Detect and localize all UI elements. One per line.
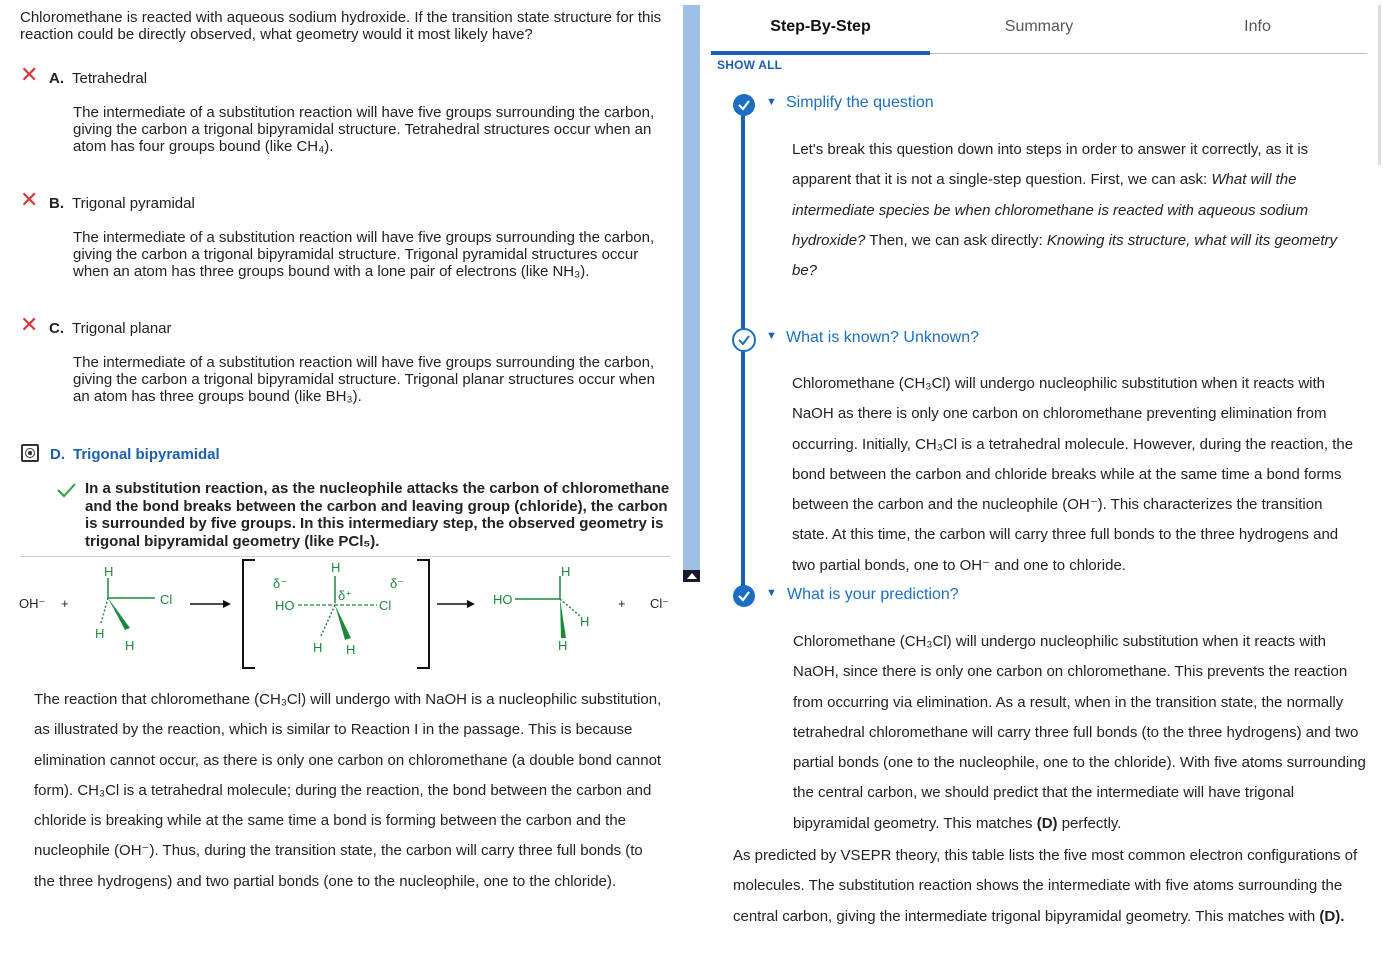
tab-info[interactable]: Info: [1244, 18, 1271, 35]
step-title[interactable]: What is known? Unknown?: [786, 329, 979, 346]
ho-label: HO: [493, 592, 513, 607]
step-title[interactable]: Simplify the question: [786, 94, 934, 111]
summary-text: As predicted by VSEPR theory, this table lists the five most common electron configurations of molecules. The substitution reaction shows the intermediate with five atoms surrounding the central carbon, giving the intermediate trigonal bipyramidal geometry. This matches with: [733, 847, 1358, 925]
delta-minus: δ⁻: [390, 576, 405, 591]
check-circle-icon: [733, 585, 755, 607]
step-text: [793, 627, 1368, 839]
option-letter: B.: [49, 195, 64, 212]
oh-minus-label: OH⁻: [19, 596, 46, 611]
h-label: H: [125, 638, 135, 653]
delta-minus: δ⁻: [273, 576, 288, 591]
option-letter: A.: [49, 70, 64, 87]
step-text-italic: What will the intermediate species be when chloromethane is reacted with aqueous sodium hydroxide?: [792, 171, 1309, 249]
selected-radio-icon[interactable]: [21, 444, 39, 462]
option-label: Trigonal bipyramidal: [73, 446, 220, 463]
left-explanation-paragraph: The reaction that chloromethane (CH₃Cl) will undergo with NaOH is a nucleophilic substitution, as illustrated by the reaction, which is similar to Reaction I in the passage. This is because elimination cannot occur, as there is only one carbon on chloromethane (a double bond cannot form). CH₃Cl is a tetrahedral molecule; during the reaction, the bond between the carbon and chloride is breaking while at the same time a bond is forming between the carbon and the nucleophile (OH⁻). Thus, during the transition state, the carbon will carry three full bonds (to the three hydrogens) and two partial bonds (one to the nucleophile, one to the chloride).: [34, 691, 662, 890]
option-a[interactable]: [49, 70, 147, 87]
show-all-link[interactable]: SHOW ALL: [717, 58, 783, 72]
reaction-scheme: [15, 558, 675, 673]
caret-down-icon[interactable]: ▼: [766, 96, 777, 108]
option-b-explanation: The intermediate of a substitution reaction will have five groups surrounding the carbon, giving the carbon a trigonal bipyramidal structure. Trigonal pyramidal structures occur when an atom has three groups bound with a lone pair of electrons (like NH₃).: [73, 229, 655, 280]
h-label: H: [561, 564, 571, 579]
option-d[interactable]: [50, 446, 220, 463]
scrollbar-thumb[interactable]: [683, 5, 700, 575]
h-label: H: [313, 640, 323, 655]
tab-divider: [930, 53, 1367, 54]
step-text-plain: perfectly.: [1057, 814, 1122, 832]
check-circle-icon: [733, 94, 755, 116]
h-label: H: [95, 626, 105, 641]
wrong-x-icon: ✕: [20, 62, 39, 87]
option-label: Trigonal pyramidal: [72, 195, 195, 212]
active-tab-indicator: [711, 51, 930, 55]
option-letter: C.: [49, 320, 64, 337]
step-text: [792, 135, 1352, 286]
step-text: Chloromethane (CH₃Cl) will undergo nucleophilic substitution when it reacts with NaOH as there is only one carbon on chloromethane preventing elimination from occurring. Initially, CH₃Cl is a tetrahedral molecule. However, during the reaction, the bond between the carbon and chloride breaks while at the same time a bond forms between the carbon and the nucleophile (OH⁻). This characterizes the transition state. At this time, the carbon will carry three full bonds to the three hydrogens and two partial bonds, one to OH⁻ and one to chloride.: [792, 375, 1354, 574]
step-text-italic: Knowing its structure, what will its geometry be?: [792, 231, 1337, 280]
step-title[interactable]: What is your prediction?: [787, 586, 959, 603]
step-text-plain: Chloromethane (CH₃Cl) will undergo nucleophilic substitution when it reacts with NaOH, since there is only one carbon on chloromethane. This prevents the reaction from occurring via elimination. As a result, when in the transition state, the normally tetrahedral chloromethane will carry three full bonds (to the three hydrogens) and two partial bonds (one to the nucleophile, one to the chloride). With five atoms surrounding the central carbon, we should predict that the intermediate will have trigonal bipyramidal geometry. This matches: [793, 633, 1366, 832]
option-b[interactable]: [49, 195, 195, 212]
scroll-up-button[interactable]: [683, 570, 700, 582]
option-c-explanation: The intermediate of a substitution reaction will have five groups surrounding the carbon, giving the carbon a trigonal bipyramidal structure. Trigonal planar structures occur when an atom has three groups bound (like BH₃).: [73, 354, 655, 405]
option-letter: D.: [50, 446, 65, 463]
answer-bold: (D): [1036, 814, 1058, 832]
tab-step-by-step[interactable]: Step-By-Step: [770, 18, 871, 35]
plus-sign: +: [61, 596, 69, 611]
option-d-explanation: In a substitution reaction, as the nucleophile attacks the carbon of chloromethane and the bond breaks between the carbon and leaving group (chloride), the carbon is surrounded by five groups. In this intermediary step, the observed geometry is trigonal bipyramidal geometry (like PCl₅).: [85, 480, 670, 550]
wrong-x-icon: ✕: [20, 312, 39, 337]
cl-minus-label: Cl⁻: [650, 596, 670, 611]
step-text-plain: Let's break this question down into steps in order to answer it correctly, as it is apparent that it is not a single-step question. First, we can ask:: [792, 141, 1309, 189]
checkmark-icon: [56, 482, 76, 498]
check-circle-outline-icon: [732, 328, 756, 352]
cl-label: Cl: [160, 592, 173, 607]
ho-label: HO: [275, 598, 295, 613]
question-text: Chloromethane is reacted with aqueous sodium hydroxide. If the transition state structure for this reaction could be directly observed, what geometry would it most likely have?: [20, 9, 662, 43]
option-label: Tetrahedral: [72, 70, 148, 87]
caret-down-icon[interactable]: ▼: [766, 587, 777, 599]
h-label: H: [558, 638, 568, 653]
step-text-plain: Then, we can ask directly:: [865, 231, 1047, 249]
wrong-x-icon: ✕: [20, 187, 39, 212]
divider: [20, 556, 670, 557]
h-label: H: [580, 614, 590, 629]
answer-bold: (D).: [1319, 907, 1345, 925]
caret-down-icon[interactable]: ▼: [766, 330, 777, 342]
summary-paragraph: [733, 841, 1363, 932]
cl-label: Cl: [379, 598, 392, 613]
tab-summary[interactable]: Summary: [1004, 18, 1074, 35]
option-label: Trigonal planar: [72, 320, 172, 337]
delta-plus: δ⁺: [338, 588, 353, 603]
h-label: H: [331, 560, 341, 575]
option-c[interactable]: [49, 320, 172, 337]
right-scrollbar[interactable]: [1378, 5, 1381, 165]
h-label: H: [104, 564, 114, 579]
option-a-explanation: The intermediate of a substitution reaction will have five groups surrounding the carbon, giving the carbon a trigonal bipyramidal structure. Tetrahedral structures occur when an atom has four groups bound (like CH₄).: [73, 104, 655, 155]
plus-sign: +: [618, 596, 626, 611]
h-label: H: [346, 642, 356, 657]
